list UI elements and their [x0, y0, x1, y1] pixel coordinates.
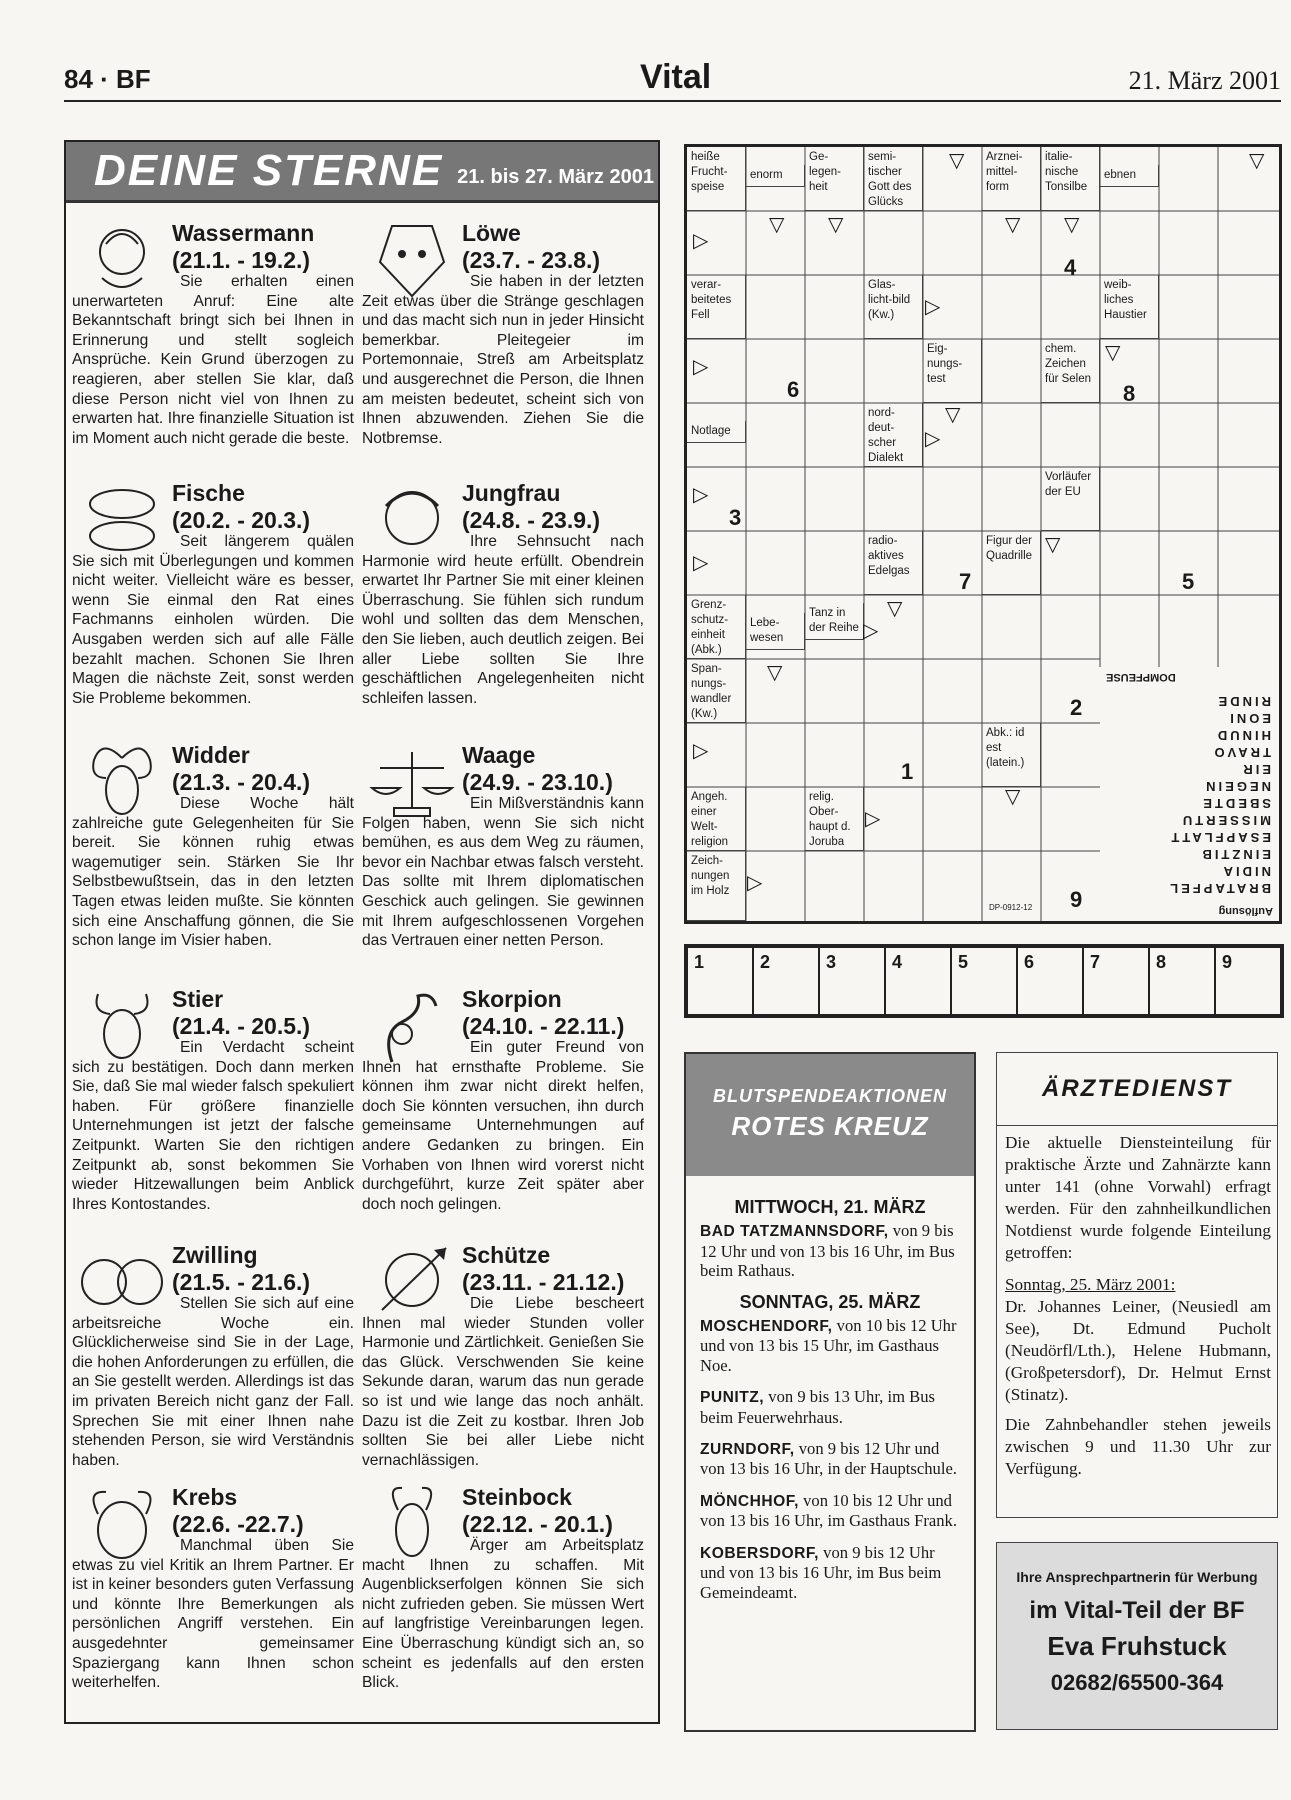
solution-box[interactable]: 2 [754, 948, 820, 1014]
solution-box[interactable]: 7 [1084, 948, 1150, 1014]
solution-row: EONI [1227, 711, 1271, 726]
sign-text: Ein guter Freund von Ihnen hat ernsthafte Probleme. Sie können ihm zwar nicht direkt helfen, doch Sie könnten versuchen, ihn durch gemeinsame Unternehmungen auf andere Gedanken zu bringen. Ein Vorhaben von Ihnen wird vorerst nicht durchgeführt, kurze Zeit später aber doch noch gelingen. [362, 1039, 644, 1213]
doctors-date: Sonntag, 25. März 2001: [1005, 1275, 1176, 1294]
solution-row: HINUD [1214, 728, 1271, 743]
arrow-down-icon: ▽ [769, 214, 785, 236]
crossword-clue: Notlage [687, 421, 746, 443]
solution-row: BRATAPFEL [1167, 881, 1271, 896]
blood-entry [700, 1439, 960, 1479]
sign-range: (24.10. - 22.11.) [462, 1013, 625, 1039]
sign-name: Skorpion [462, 986, 562, 1012]
doctors-note: Die Zahnbehandler stehen jeweils zwischen 9 und 11.30 Uhr zur Verfügung. [1005, 1415, 1271, 1478]
sign-zwilling [72, 1238, 354, 1478]
arrow-right-icon: ▷ [865, 808, 881, 830]
crossword-number: 9 [1070, 887, 1083, 912]
sign-jungfrau [362, 476, 644, 732]
solution-row: RINDE [1215, 694, 1271, 709]
crossword-clue: Glas-licht-bild (Kw.) [864, 275, 923, 339]
taurus-icon [72, 982, 172, 1068]
blood-entry [700, 1316, 960, 1375]
arrow-down-icon: ▽ [1045, 534, 1061, 556]
crossword-number: 2 [1070, 695, 1083, 720]
sign-name: Zwilling [172, 1242, 258, 1268]
sign-range: (21.5. - 21.6.) [172, 1269, 311, 1295]
crossword-clue: Arznei-mittel-form [982, 147, 1041, 211]
sign-fische [72, 476, 354, 732]
solution-row: MISSERTU [1179, 813, 1271, 828]
solution-row: EINZTIB [1199, 847, 1271, 862]
sign-loewe [362, 216, 644, 472]
blood-place: KOBERSDORF, [700, 1544, 819, 1562]
blood-day: MITTWOCH, 21. MÄRZ [734, 1197, 926, 1217]
section-title: Vital [640, 58, 712, 96]
blood-donation-box [684, 1052, 976, 1732]
cancer-icon [72, 1480, 172, 1566]
solution-word-row [684, 944, 1284, 1018]
sign-name: Jungfrau [462, 480, 561, 506]
crossword-clue: Angeh. einer Welt-religion [687, 787, 746, 851]
sign-name: Stier [172, 986, 224, 1012]
ad-line: Ihre Ansprechpartnerin für Werbung [1016, 1569, 1258, 1585]
arrow-down-icon: ▽ [887, 598, 903, 620]
doctors-list: Dr. Johannes Leiner, (Neusiedl am See), Dt. Edmund Pucholt (Neudörfl/Lth.), Helene Hubmann, (Großpetersdorf), Dr. Helmut Ernst (Stinatz). [1005, 1297, 1271, 1404]
sign-text: Ihre Sehnsucht nach Harmonie wird heute erfüllt. Obendrein erwartet Ihr Partner Sie mit einer kleinen Überraschung. Sie fühlen sich rundum wohl und sollten das dem Menschen, den Sie lieben, auch deutlich zeigen. Bei aller Liebe sollten Sie Ihre geschäftlichen Angelegenheiten nicht schleifen lassen. [362, 533, 644, 707]
crossword-clue: nord-deut-scher Dialekt [864, 403, 923, 467]
blood-place: BAD TATZMANNSDORF, [700, 1223, 889, 1241]
sign-range: (21.1. - 19.2.) [172, 247, 311, 273]
doctors-duty-box [996, 1052, 1278, 1518]
issue-date: 21. März 2001 [1128, 66, 1281, 95]
sign-name: Krebs [172, 1484, 238, 1510]
sign-range: (21.4. - 20.5.) [172, 1013, 311, 1039]
sign-wassermann [72, 216, 354, 472]
solution-row: NIDIA [1220, 864, 1271, 879]
crossword-clue: Abk.: id est (latein.) [982, 723, 1041, 787]
sign-name: Löwe [462, 220, 521, 246]
arrow-right-icon: ▷ [747, 872, 763, 894]
doctors-title: ÄRZTEDIENST [997, 1053, 1277, 1126]
arrow-right-icon: ▷ [863, 620, 879, 642]
sign-waage [362, 738, 644, 978]
blood-donation-list [686, 1176, 974, 1602]
pisces-icon [72, 476, 172, 562]
sign-range: (24.9. - 23.10.) [462, 769, 613, 795]
blood-time: von 9 bis 12 Uhr und von 13 bis 16 Uhr, in der Hauptschule. [700, 1439, 957, 1479]
arrow-down-icon: ▽ [1064, 214, 1080, 236]
arrow-down-icon: ▽ [828, 214, 844, 236]
horoscope-title: DEINE STERNE [94, 146, 444, 195]
sign-text: Ein Mißverständnis kann Folgen haben, wenn Sie sich nicht bemühen, es aus dem Weg zu räumen, bevor ein Nachbar etwas falsch versteht. Das sollte mit Ihrem diplomatischen Geschick auch gelingen. Sie gewinnen mit Ihrem aufgeschlossenen Vorgehen das Vertrauen einer netten Person. [362, 795, 644, 950]
blood-day: SONNTAG, 25. MÄRZ [739, 1291, 921, 1312]
sign-skorpion [362, 982, 644, 1232]
crossword-clue: Zeich-nungen im Holz [687, 851, 746, 921]
gemini-icon [72, 1238, 172, 1324]
sign-range: (23.7. - 23.8.) [462, 247, 601, 273]
blood-time: von 9 bis 13 Uhr, im Bus beim Feuerwehrhaus. [700, 1387, 935, 1427]
sign-name: Wassermann [172, 220, 315, 246]
ad-contact-name: Eva Fruhstuck [1047, 1631, 1227, 1661]
crossword-clue: relig. Ober-haupt d. Joruba [805, 787, 864, 851]
sign-widder [72, 738, 354, 978]
sign-steinbock [362, 1480, 644, 1716]
sign-text: Stellen Sie sich auf eine arbeitsreiche Woche ein. Glücklicherweise sind Sie in der Lage, die hohen Anforderungen zu erfüllen, die an Sie gestellt werden. Allerdings ist das im privaten Bereich nicht ganz der Fall. Sprechen Sie mit einer Ihnen nahe stehenden Person, sie wird Verständnis haben. [72, 1295, 354, 1469]
crossword-number: 5 [1182, 569, 1195, 594]
crossword-clue: radio-aktives Edelgas [864, 531, 923, 595]
sign-schuetze [362, 1238, 644, 1478]
blood-place: MOSCHENDORF, [700, 1318, 833, 1336]
aries-icon [72, 738, 172, 824]
solution-row: ESAPFLATT [1168, 830, 1271, 845]
arrow-down-icon: ▽ [1005, 214, 1021, 236]
crossword-number: 4 [1064, 255, 1077, 280]
crossword-clue: chem. Zeichen für Selen [1041, 339, 1100, 403]
horoscope-banner [66, 142, 658, 203]
page-number: 84 · BF [64, 64, 151, 94]
libra-icon [362, 738, 462, 824]
arrow-down-icon: ▽ [945, 404, 961, 426]
ad-phone: 02682/65500-364 [1050, 1670, 1224, 1695]
blood-time: von 9 bis 12 Uhr und von 13 bis 16 Uhr, im Bus beim Gemeindeamt. [700, 1542, 942, 1602]
crossword-number: 3 [729, 505, 742, 530]
sign-range: (20.2. - 20.3.) [172, 507, 311, 533]
sign-name: Fische [172, 480, 245, 506]
sign-range: (22.12. - 20.1.) [462, 1511, 613, 1537]
ad-line: im Vital-Teil der BF [1029, 1597, 1245, 1624]
crossword-number: 6 [787, 377, 800, 402]
crossword-clue: weib-liches Haustier [1100, 275, 1159, 339]
blood-entry [700, 1491, 960, 1531]
crossword-clue: Figur der Quadrille [982, 531, 1041, 595]
blood-donation-title: ROTES KREUZ [731, 1111, 929, 1141]
crossword-number: 7 [959, 569, 972, 594]
crossword-clue: Grenz-schutz-einheit (Abk.) [687, 595, 746, 659]
sign-text: Manchmal üben Sie etwas zu viel Kritik an Ihrem Partner. Er ist in keiner besonders guten Verfassung und könnte Ihre Bemerkungen als persönlichen Angriff verstehen. Ein ausgedehnter gemeinsamer Spaziergang kann Ihnen schon weiterhelfen. [72, 1537, 354, 1692]
leo-icon [362, 216, 462, 302]
crossword-clue: Ge-legen-heit [805, 147, 864, 211]
arrow-right-icon: ▷ [925, 428, 941, 450]
solution-box[interactable]: 1 [688, 948, 754, 1014]
arrow-right-icon: ▷ [693, 356, 709, 378]
solution-row: NEGEIN [1203, 779, 1271, 794]
advertising-contact-box [996, 1542, 1278, 1730]
sign-stier [72, 982, 354, 1232]
crossword-clue: enorm [746, 165, 805, 187]
crossword-clue: heiße Frucht-speise [687, 147, 746, 211]
aquarius-icon [72, 216, 172, 302]
crossword-clue: Eig-nungs-test [923, 339, 982, 403]
crossword-clue: verar-beitetes Fell [687, 275, 746, 339]
capricorn-icon [362, 1480, 462, 1566]
solution-row: TRAVO [1211, 745, 1271, 760]
sign-name: Steinbock [462, 1484, 572, 1510]
sign-text: Ärger am Arbeitsplatz macht Ihnen zu schaffen. Mit Augenblickserfolgen können Sie sich nicht zufrieden geben. Sie müssen Wert auf langfristige Vereinbarungen legen. Eine Überraschung kündigt sich an, so scheint es jedenfalls auf den ersten Blick. [362, 1537, 644, 1692]
crossword-clue: Vorläufer der EU [1041, 467, 1100, 531]
blood-place: PUNITZ, [700, 1389, 765, 1407]
sign-name: Widder [172, 742, 250, 768]
sign-name: Waage [462, 742, 536, 768]
crossword-number: 1 [901, 759, 914, 784]
arrow-right-icon: ▷ [693, 484, 709, 506]
blood-donation-banner [686, 1054, 974, 1176]
solution-row: SBEDTE [1200, 796, 1271, 811]
blood-donation-subtitle: BLUTSPENDEAKTIONEN [712, 1086, 947, 1106]
sign-text: Seit längerem quälen Sie sich mit Überlegungen und kommen nicht weiter. Vielleicht wäre es besser, wenn Sie einmal den Rat eines Fachmanns einholen würden. Die Ausgaben werden sich auf alle Fälle bezahlt machen. Schonen Sie Ihren Magen die nächste Zeit, sonst werden Sie Probleme bekommen. [72, 533, 354, 707]
solution-answer-label: Auflösung [1218, 905, 1273, 917]
arrow-right-icon: ▷ [693, 230, 709, 252]
blood-time: von 10 bis 12 Uhr und von 13 bis 16 Uhr, im Gasthaus Frank. [700, 1490, 957, 1531]
sign-range: (24.8. - 23.9.) [462, 507, 601, 533]
blood-entry [700, 1221, 960, 1280]
blood-place: MÖNCHHOF, [700, 1492, 799, 1510]
sign-text: Sie erhalten einen unerwarteten Anruf: Eine alte Bekanntschaft bringt sich bei Ihnen in Erinnerung und stellt sogleich Ansprüche. Kein Grund überzogen zu reagieren, aber stellen Sie klar, daß diese Person nicht viel von Ihnen zu erwarten hat. Ihre finanzielle Situation ist im Moment auch nicht gerade die beste. [72, 273, 354, 447]
arrow-down-icon: ▽ [1105, 342, 1121, 364]
arrow-down-icon: ▽ [767, 662, 783, 684]
crossword-clue: italie-nische Tonsilbe [1041, 147, 1100, 211]
crossword-number: 8 [1123, 381, 1136, 406]
sign-text: Ein Verdacht scheint sich zu bestätigen. Doch dann merken Sie, daß Sie mal wieder falsch spekuliert haben. Für größere finanzielle Unternehmungen ist jetzt der falsche Zeitpunkt. Warten Sie den richtigen Zeitpunkt ab, sonst bekommen Sie wieder Hitzewallungen beim Anblick Ihres Kontostandes. [72, 1039, 354, 1213]
arrow-right-icon: ▷ [693, 552, 709, 574]
solution-box[interactable]: 3 [820, 948, 886, 1014]
crossword-solution [1100, 667, 1279, 921]
crossword-clue: ebnen [1100, 165, 1159, 187]
blood-time: von 9 bis 12 Uhr und von 13 bis 16 Uhr, im Bus beim Rathaus. [700, 1221, 955, 1281]
blood-place: ZURNDORF, [700, 1441, 795, 1459]
solution-box[interactable]: 6 [1018, 948, 1084, 1014]
sign-range: (21.3. - 20.4.) [172, 769, 311, 795]
scorpio-icon [362, 982, 462, 1068]
sign-range: (23.11. - 21.12.) [462, 1269, 625, 1295]
doctors-intro: Die aktuelle Diensteinteilung für praktische Ärzte und Zahnärzte kann unter 141 (ohne Vorwahl) erfragt werden. Für den zahnheilkundlichen Notdienst wurde folgende Einteilung getroffen: [1005, 1133, 1271, 1262]
sagittarius-icon [362, 1238, 462, 1324]
horoscope-section [64, 140, 660, 1724]
sign-text: Sie haben in der letzten Zeit etwas über die Stränge geschlagen und das macht sich nun in jeder Hinsicht bemerkbar. Pleitegeier im Portemonnaie, Streß am Arbeitsplatz und ausgerechnet die Person, die Ihnen am meisten bedeutet, scheint sich von Ihnen abzuwenden. Ziehen Sie die Notbremse. [362, 273, 644, 447]
virgo-icon [362, 476, 462, 562]
blood-entry [700, 1387, 960, 1427]
sign-range: (22.6. -22.7.) [172, 1511, 304, 1537]
header-rule [64, 100, 1281, 102]
crossword-grid [684, 144, 1282, 924]
crossword-clue: Tanz in der Reihe [805, 603, 864, 640]
sign-krebs [72, 1480, 354, 1716]
sign-text: Diese Woche hält zahlreiche gute Gelegenheiten für Sie bereit. Sie können ruhig etwas wagemutiger sein. Stärken Sie Ihr Selbstbewußtsein, das in den letzten Tagen etwas leiden mußte. Sie könnten sich eine Anschaffung gönnen, die Sie schon lange im Visier haben. [72, 795, 354, 950]
crossword-code: DP-0912-12 [989, 903, 1033, 912]
arrow-right-icon: ▷ [693, 740, 709, 762]
sign-name: Schütze [462, 1242, 551, 1268]
solution-box[interactable]: 5 [952, 948, 1018, 1014]
arrow-down-icon: ▽ [1005, 786, 1021, 808]
horoscope-dates: 21. bis 27. März 2001 [457, 165, 654, 188]
blood-time: von 10 bis 12 Uhr und von 13 bis 15 Uhr, im Gasthaus Noe. [700, 1316, 957, 1375]
blood-entry [700, 1543, 960, 1602]
solution-box[interactable]: 4 [886, 948, 952, 1014]
solution-box[interactable]: 9 [1222, 952, 1233, 972]
arrow-right-icon: ▷ [925, 296, 941, 318]
solution-label: DOMPFEUSE [1106, 671, 1176, 683]
crossword-clue: semi-tischer Gott des Glücks [864, 147, 923, 211]
sign-text: Die Liebe bescheert Ihnen mal wieder Stunden voller Harmonie und Zärtlichkeit. Genießen Sie das Glück. Verschwenden Sie keine Sekunde daran, warum das nun gerade so ist und wie lange das noch anhält. Dazu ist die Zeit zu kostbar. Ihren Job sollten Sie bei aller Liebe nicht vernachlässigen. [362, 1295, 644, 1469]
crossword-clue: Lebe-wesen [746, 613, 805, 650]
crossword-clue: Span-nungs-wandler (Kw.) [687, 659, 746, 723]
arrow-down-icon: ▽ [1249, 150, 1265, 172]
solution-box[interactable]: 8 [1150, 948, 1216, 1014]
arrow-down-icon: ▽ [949, 150, 965, 172]
solution-row: EIR [1240, 762, 1271, 777]
